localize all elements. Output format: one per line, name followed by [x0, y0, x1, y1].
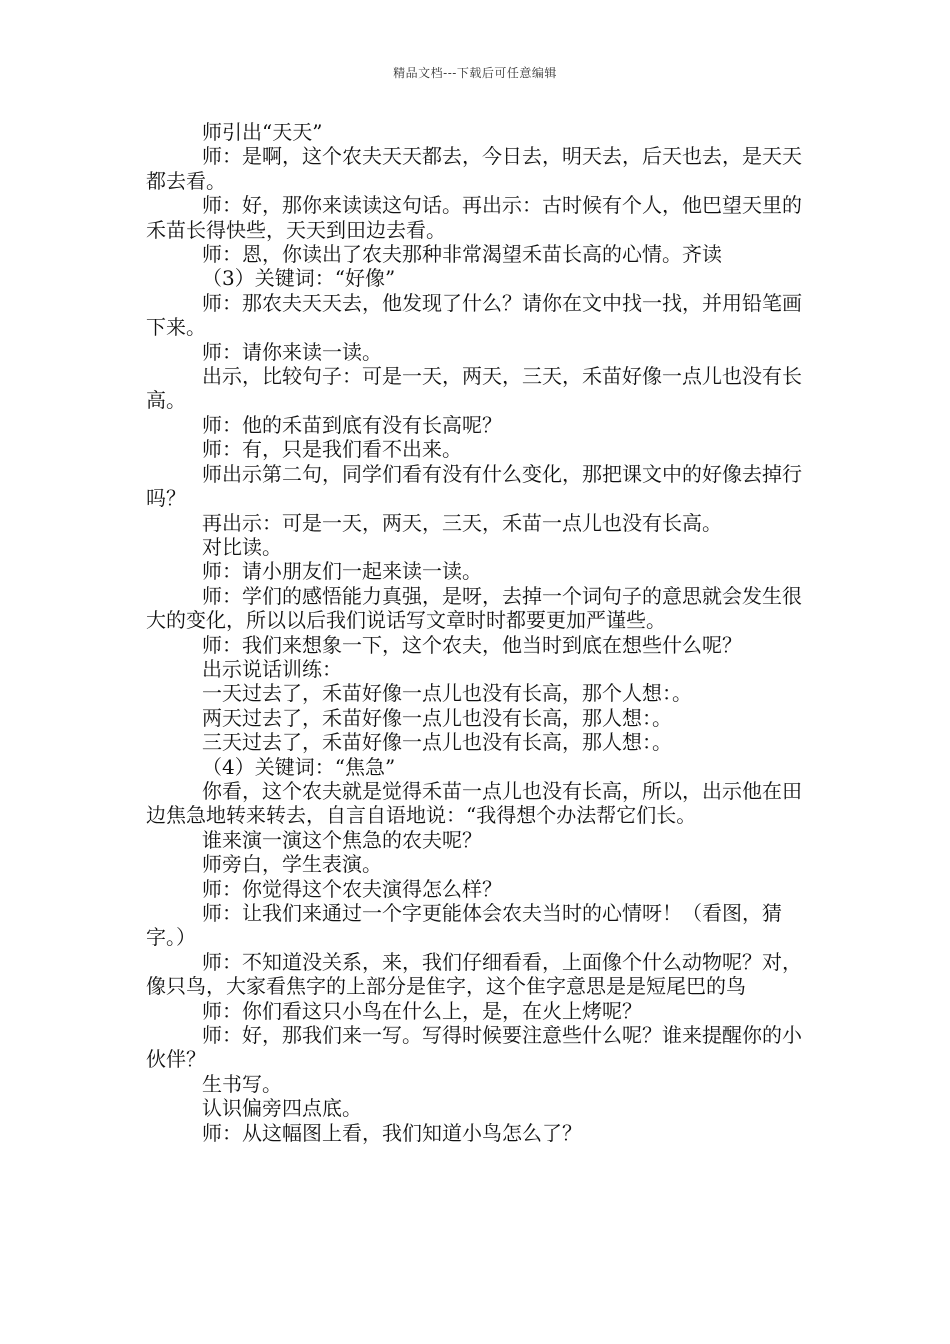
paragraph: 师：有，只是我们看不出来。: [202, 437, 462, 462]
paragraph: 两天过去了，禾苗好像一点儿也没有长高，那人想：。: [202, 705, 672, 730]
paragraph: 师：学们的感悟能力真强，是呀，去掉一个词句子的意思就会发生很大的变化，所以以后我们说话写文章时时都要更加严谨些。: [146, 583, 802, 633]
paragraph: 师：恩，你读出了农夫那种非常渴望禾苗长高的心情。齐读: [202, 242, 722, 267]
paragraph: 师：好，那你来读读这句话。再出示：古时候有个人，他巴望天里的禾苗长得快些，天天到田边去看。: [146, 193, 802, 242]
paragraph: 师旁白，学生表演。: [202, 852, 382, 877]
paragraph: 你看，这个农夫就是觉得禾苗一点儿也没有长高，所以，出示他在田边焦急地转来转去，自言自语地说：“我得想个办法帮它们长。: [146, 778, 802, 828]
paragraph: 师：我们来想象一下，这个农夫，他当时到底在想些什么呢？: [202, 632, 742, 657]
paragraph: 师：让我们来通过一个字更能体会农夫当时的心情呀！（看图，猜字。）: [146, 901, 782, 950]
paragraph: 师：好，那我们来一写。写得时候要注意些什么呢？谁来提醒你的小伙伴？: [146, 1023, 802, 1072]
paragraph: 再出示：可是一天，两天，三天，禾苗一点儿也没有长高。: [202, 510, 722, 535]
paragraph: 三天过去了，禾苗好像一点儿也没有长高，那人想：。: [202, 730, 672, 755]
paragraph: 师出示第二句，同学们看有没有什么变化，那把课文中的好像去掉行吗？: [146, 461, 802, 511]
paragraph: 师：请小朋友们一起来读一读。: [202, 559, 482, 584]
paragraph: （4）关键词：“焦急”: [202, 754, 396, 779]
paragraph: 谁来演一演这个焦急的农夫呢？: [202, 827, 482, 852]
page-header: 精品文档---下载后可任意编辑: [393, 66, 557, 80]
paragraph: 对比读。: [202, 534, 282, 559]
paragraph: 一天过去了，禾苗好像一点儿也没有长高，那个人想：。: [202, 681, 692, 706]
paragraph: 师：不知道没关系，来，我们仔细看看，上面像个什么动物呢？对，像只鸟，大家看焦字的上部分是隹字，这个隹字意思是是短尾巴的鸟: [146, 949, 802, 999]
paragraph: 师：你觉得这个农夫演得怎么样？: [202, 876, 502, 901]
paragraph: 出示，比较句子：可是一天，两天，三天，禾苗好像一点儿也没有长高。: [146, 364, 802, 413]
paragraph: 师：请你来读一读。: [202, 339, 382, 364]
paragraph: 师：你们看这只小鸟在什么上，是，在火上烤呢？: [202, 998, 642, 1023]
document-body: [146, 120, 814, 1145]
paragraph: 生书写。: [202, 1071, 282, 1096]
paragraph: 师：从这幅图上看，我们知道小鸟怎么了？: [202, 1120, 582, 1145]
paragraph: 师：那农夫天天去，他发现了什么？请你在文中找一找，并用铅笔画下来。: [146, 290, 802, 340]
paragraph: 师引出“天天”: [202, 120, 323, 144]
paragraph: 认识偏旁四点底。: [202, 1096, 362, 1121]
paragraph: 师：是啊，这个农夫天天都去，今日去，明天去，后天也去，是天天都去看。: [146, 144, 802, 193]
paragraph: 出示说话训练：: [202, 656, 342, 681]
paragraph: （3）关键词：“好像”: [202, 266, 396, 291]
paragraph: 师：他的禾苗到底有没有长高呢？: [202, 412, 502, 437]
